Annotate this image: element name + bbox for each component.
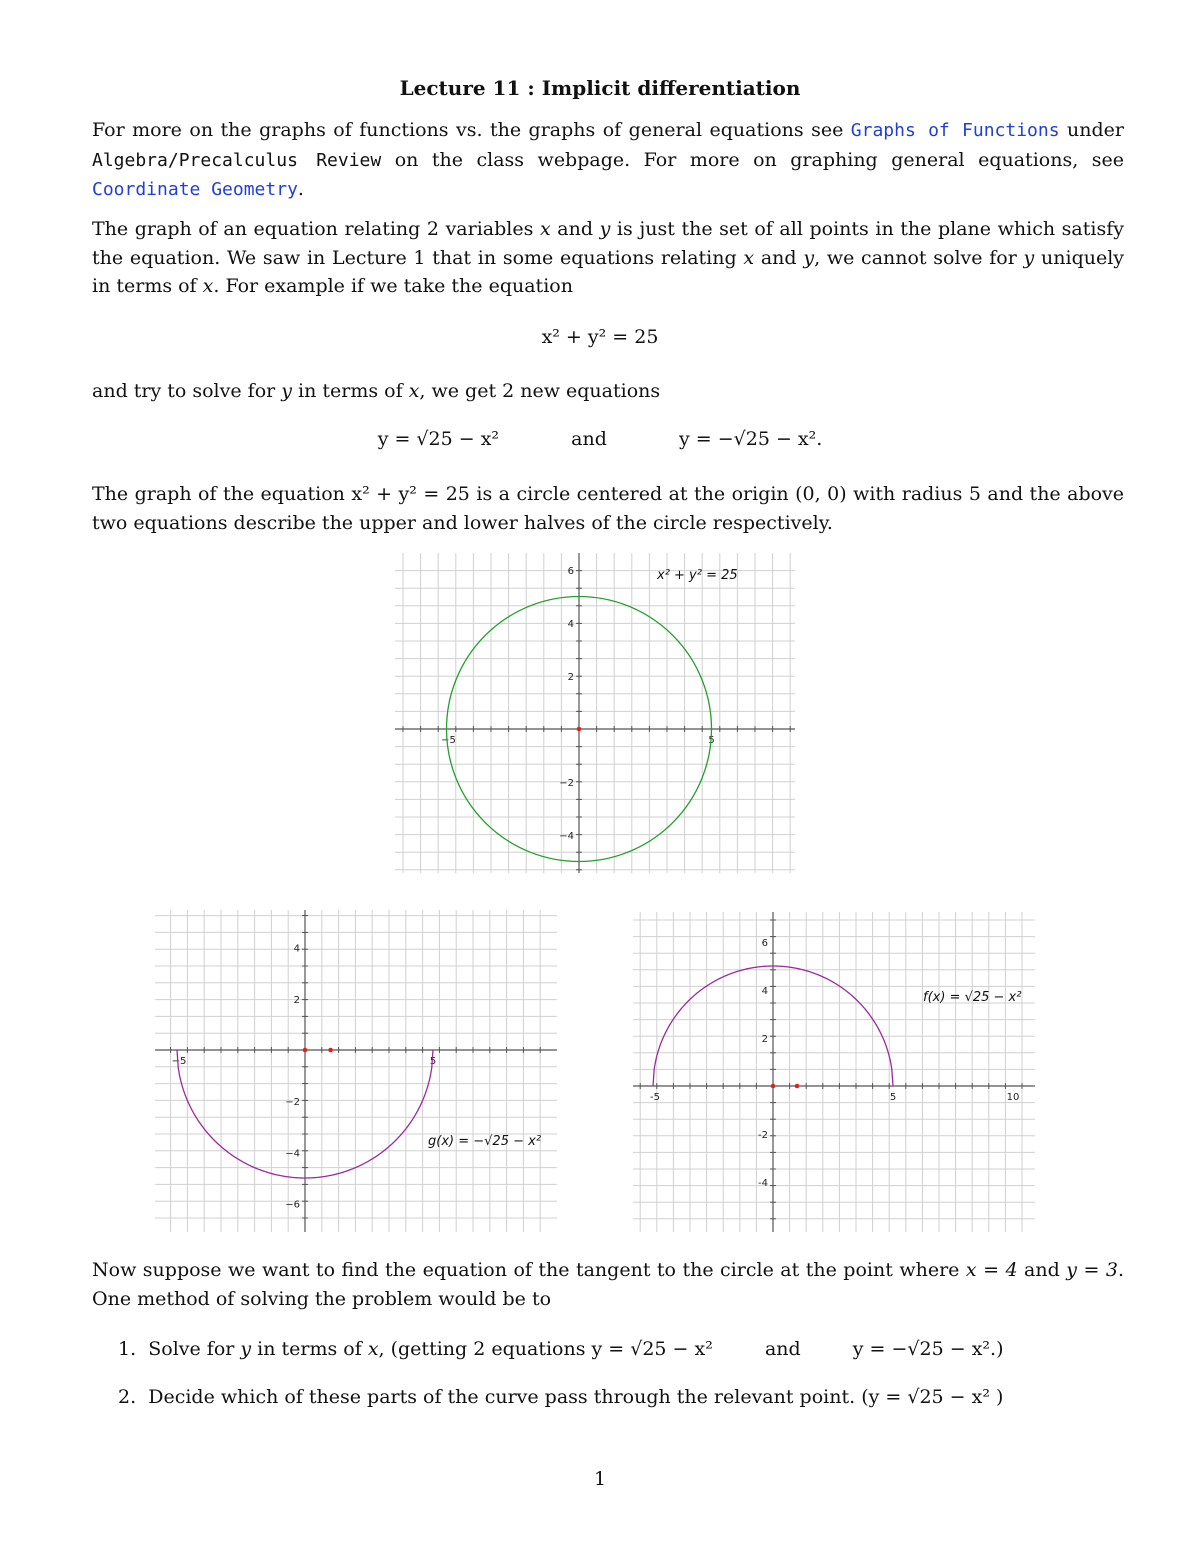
x-tick-label: 5: [708, 735, 715, 746]
marked-point: [328, 1048, 333, 1053]
tangent-paragraph: Now suppose we want to find the equation of the tangent to the circle at the point where x = 4 and y = 3. One method of solving the problem would be to: [92, 1259, 1124, 1310]
y-tick-label: −2: [285, 1097, 300, 1109]
solve-paragraph: and try to solve for y in terms of x, we get 2 new equations: [92, 380, 661, 402]
y-tick-label: −6: [285, 1199, 300, 1211]
x-tick-label: 5: [429, 1056, 437, 1067]
y-tick-label: −4: [285, 1148, 300, 1160]
circle-description-paragraph: The graph of the equation x² + y² = 25 is a circle centered at the origin (0, 0) with radius 5 and the above two equations describe the upper and lower halves of the circle respectively.: [92, 483, 1125, 534]
y-tick-label: 2: [293, 994, 300, 1006]
intro-paragraph: For more on the graphs of functions vs. the graphs of general equations see Graphs of Functions under Algebra/Precalculus Review on the class webpage. For more on graphing general equations, see Coordinate Geometry.: [92, 119, 1124, 200]
equation-label: f(x) = √25 − x²: [923, 990, 1022, 1005]
x-tick-label: 5: [889, 1092, 897, 1103]
y-tick-label: −4: [559, 831, 574, 842]
circle-graph: [395, 553, 795, 873]
upper-semicircle-graph: [633, 912, 1035, 1232]
coordinate-geometry-link[interactable]: Coordinate Geometry: [92, 179, 298, 200]
marked-point: [303, 1048, 308, 1053]
list-item: 2. Decide which of these parts of the curve pass through the relevant point. (y = √25 − x² ): [118, 1386, 1004, 1408]
two-equations: y = √25 − x² and y = −√25 − x².: [377, 428, 823, 450]
y-tick-label: -4: [758, 1178, 768, 1189]
algebra-review-text: Algebra/Precalculus Review: [92, 149, 382, 171]
lower-semicircle-graph: [155, 910, 557, 1232]
page-title: Lecture 11 : Implicit differentiation: [399, 76, 801, 100]
marked-point: [771, 1084, 776, 1089]
page-number: 1: [593, 1468, 607, 1490]
y-tick-label: −2: [559, 778, 574, 789]
circle-equation: x² + y² = 25: [541, 326, 659, 348]
equation-label: g(x) = −√25 − x²: [428, 1134, 542, 1149]
x-tick-label: −5: [441, 735, 456, 746]
y-tick-label: -2: [758, 1130, 768, 1141]
y-tick-label: 2: [761, 1034, 768, 1045]
list-item: 1. Solve for y in terms of x, (getting 2 equations y = √25 − x² and y = −√25 − x².): [118, 1338, 1004, 1360]
graph-definition-paragraph: The graph of an equation relating 2 variables x and y is just the set of all points in the plane which satisfy the equation. We saw in Lecture 1 that in some equations relating x and y, we cannot solve for y uniquely in terms of x. For example if we take the equation: [92, 218, 1125, 297]
equation-label: x² + y² = 25: [657, 568, 738, 583]
y-tick-label: 4: [761, 986, 768, 997]
x-tick-label: 10: [1006, 1092, 1020, 1103]
y-tick-label: 6: [761, 938, 768, 949]
marked-point: [577, 727, 582, 732]
graphs-of-functions-link[interactable]: Graphs of Functions: [850, 120, 1060, 141]
y-tick-label: 4: [567, 619, 574, 630]
y-tick-label: 2: [567, 672, 574, 683]
x-tick-label: −5: [171, 1056, 187, 1067]
y-tick-label: 6: [567, 566, 574, 577]
x-tick-label: -5: [650, 1092, 660, 1103]
y-tick-label: 4: [293, 943, 300, 955]
marked-point: [795, 1084, 800, 1089]
